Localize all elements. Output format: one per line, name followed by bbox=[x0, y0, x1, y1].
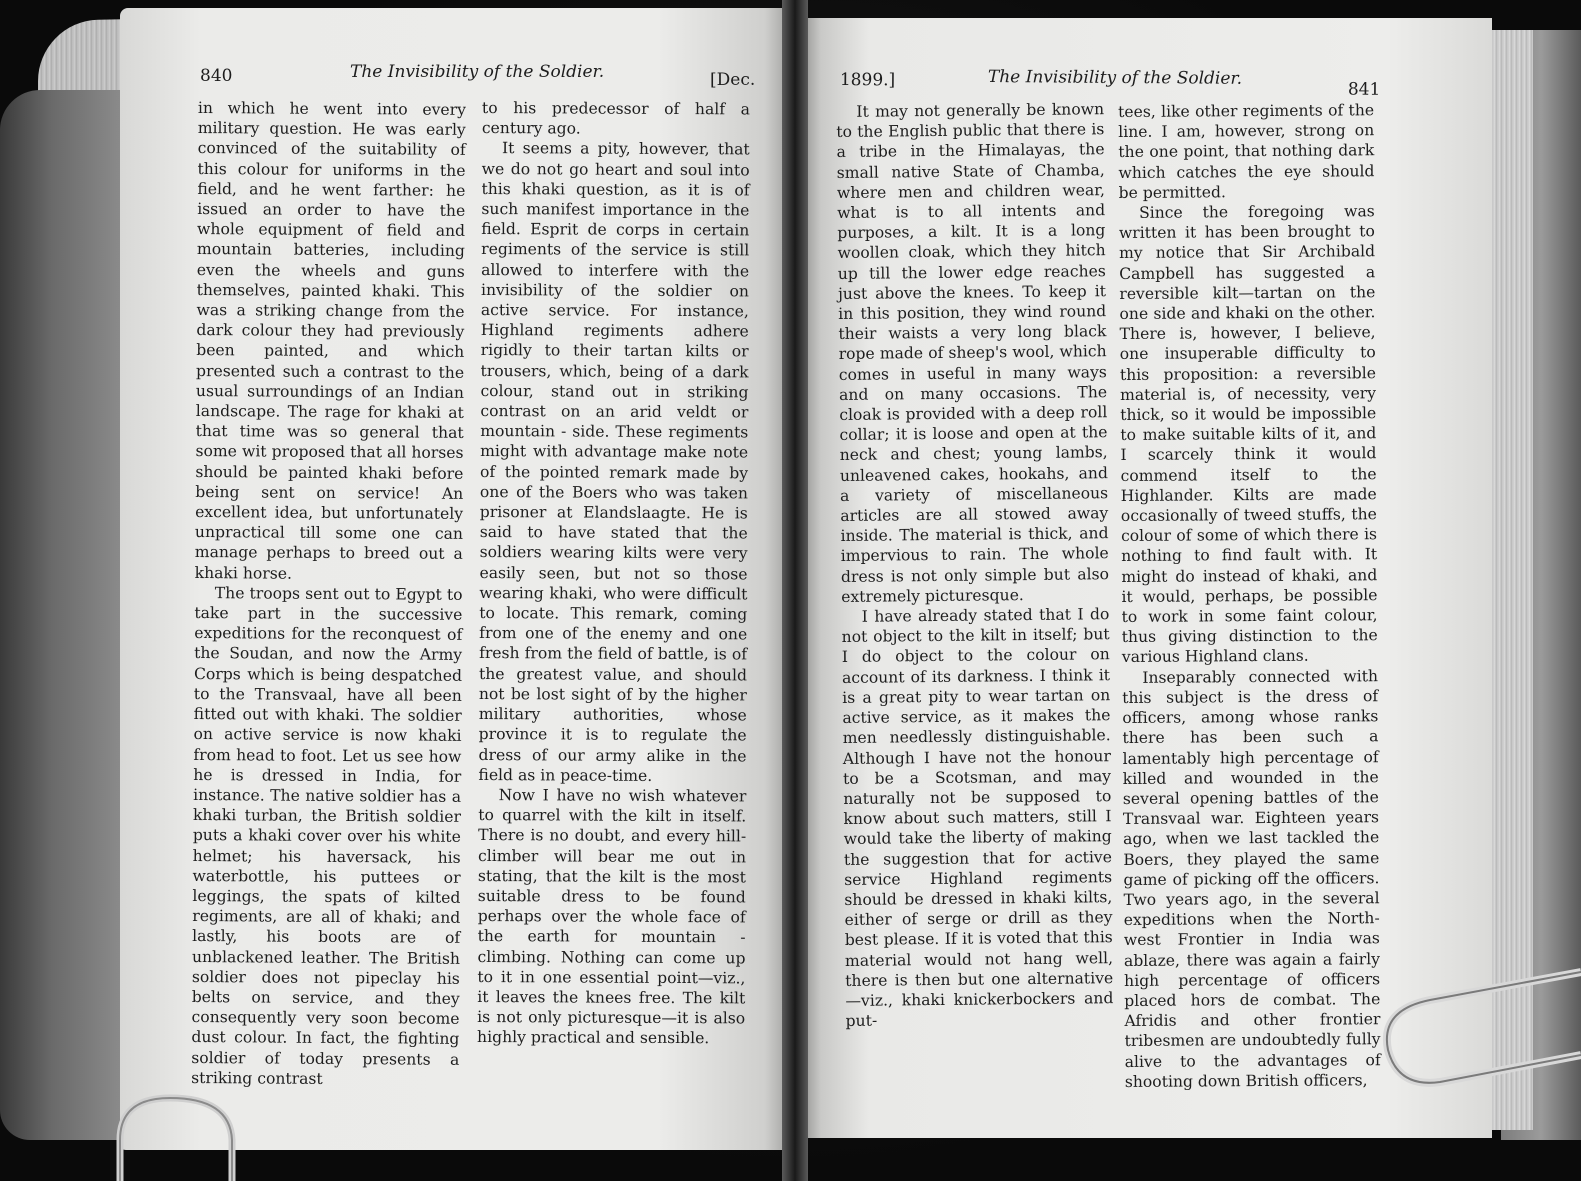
paragraph: Now I have no wish whatever to quarrel with the kilt in itself. There is no doubt, and every hill-climber will bear me out in stating, that the kilt is the most suitable dress to be found perhaps over the whole face of the earth for mountain - climbing. Nothing can come up to it in one essential point—viz., it leaves the knees free. The kilt is not only picturesque—it is also highly practical and sensible. bbox=[477, 786, 747, 1048]
right-page-number: 841 bbox=[1347, 79, 1381, 100]
right-running-head bbox=[839, 66, 1381, 100]
paragraph: The troops sent out to Egypt to take part in the successive expeditions for the reconquest of the Soudan, and now the Army Corps which is being despatched to the Transvaal, have all been fitted out with khaki. The soldier on active service is now khaki from head to foot. Let us see how he is dressed in India, for instance. The native soldier has a khaki turban, the British soldier puts a khaki cover over his white helmet; his haversack, his waterbottle, his puttees or leggings, the spats of kilted regiments, are all of khaki; and lastly, his boots are of unblackened leather. The British soldier does not pipeclay his belts on service, and they consequently very soon become dust colour. In fact, the fighting soldier of today presents a striking contrast bbox=[191, 584, 463, 1088]
left-column-2 bbox=[477, 98, 750, 1049]
left-column-1 bbox=[191, 98, 466, 1090]
left-running-date: [Dec. bbox=[710, 70, 756, 90]
left-running-head bbox=[200, 62, 760, 90]
right-running-title: The Invisibility of the Soldier. bbox=[987, 67, 1243, 89]
right-running-date: 1899.] bbox=[839, 69, 896, 91]
paragraph: Inseparably connected with this subject is the dress of officers, among whose ranks there has been such a lamentably high percentage of killed and wounded in the several opening battles of the Transvaal war. Eighteen years ago, when we last tackled the Boers, they played the same game of picking off the officers. Two years ago, in the several expeditions when the North-west Frontier in India was ablaze, there was again a fairly high percentage of officers placed hors de combat. The Afridis and other frontier tribesmen are undoubtedly fully alive to the advantages of shooting down British officers, bbox=[1122, 666, 1381, 1091]
paragraph: to his predecessor of half a century ago. bbox=[481, 98, 750, 138]
paragraph: It may not generally be known to the English public that there is a tribe in the Himalayas, the small native State of Chamba, where men and children wear, what is to all intents and purposes, a kilt. It is a long woollen cloak, which they hitch up till the lower edge reaches just above the knees. To keep it in this position, they wind round their waists a very long black rope made of sheep's wool, which comes in useful in many ways and on many occasions. The cloak is provided with a deep roll collar; it is loose and open at the neck and chest; young lambs, unleavened cakes, hookahs, and a variety of miscellaneous articles are all stowed away inside. The material is thick, and impervious to rain. The whole dress is not only simple but also extremely picturesque. bbox=[836, 100, 1110, 606]
paragraph: in which he went into every military question. He was early convinced of the suitability of this colour for uniforms in the field, and he went farther: he issued an order to have the whole equipment of field and mountain batteries, including even the wheels and guns themselves, painted khaki. This was a striking change from the dark colour they had previously been painted, and which presented such a contrast to the usual surroundings of an Indian landscape. The rage for khaki at that time was so general that some wit proposed that all horses should be painted khaki before being sent on service! An excellent idea, but unfortunately unpractical till some one can manage perhaps to breed out a khaki horse. bbox=[194, 98, 466, 583]
paragraph: I have already stated that I do not object to the kilt in itself; but I do object to the colour on account of its darkness. I think it is a great pity to wear tartan on active service, as it makes the men needlessly distinguishable. Although I have not the honour to be a Scotsman, and may naturally not be supposed to know about such matters, still I would take the liberty of making the suggestion that for active service Highland regiments should be dressed in khaki kilts, either of serge or drill as they best please. If it is voted that this material would not hang well, there is then but one alternative—viz., khaki knickerbockers and put- bbox=[841, 605, 1114, 1031]
right-page bbox=[800, 18, 1492, 1138]
left-cover bbox=[0, 90, 130, 1140]
left-page bbox=[120, 8, 792, 1150]
paragraph: tees, like other regiments of the line. I am, however, strong on the one point, that nothing dark which catches the eye should be permitted. bbox=[1118, 101, 1375, 202]
left-page-number: 840 bbox=[200, 66, 233, 86]
right-column-1 bbox=[836, 99, 1114, 1031]
paragraph: Since the foregoing was written it has been brought to my notice that Sir Archibald Campbell has suggested a reversible kilt—tartan on the one side and khaki on the other. There is, however, I believe, one insuperable difficulty to this proposition: a reversible material is, of necessity, very thick, so it would be impossible to make suitable kilts of it, and I scarcely think it would commend itself to the Highlander. Kilts are made occasionally of tweed stuffs, the colour of some of which there is nothing to find fault with. It might do instead of khaki, and it would, perhaps, be possible to work in some faint colour, thus giving distinction to the various Highland clans. bbox=[1118, 202, 1378, 667]
left-running-title: The Invisibility of the Soldier. bbox=[350, 62, 605, 82]
right-column-2 bbox=[1118, 100, 1381, 1092]
paragraph: It seems a pity, however, that we do not go heart and soul into this khaki question, as it is of such manifest importance in the field. Esprit de corps in certain regiments of the service is still allowed to interfere with the invisibility of the soldier on active service. For instance, Highland regiments adhere rigidly to their tartan kilts or trousers, which, being of a dark colour, stand out in striking contrast on an arid veldt or mountain - side. These regiments might with advantage make note of the pointed remark made by one of the Boers who was taken prisoner at Elandslaagte. He is said to have stated that the soldiers wearing kilts were very easily seen, but not so those wearing khaki, who were difficult to locate. This remark, coming from one of the enemy and one fresh from the field of battle, is of the greatest value, and should not be lost sight of by the higher military authorities, whose province it is to regulate the dress of our army alike in the field as in peace-time. bbox=[478, 139, 750, 785]
book-gutter bbox=[782, 0, 808, 1181]
